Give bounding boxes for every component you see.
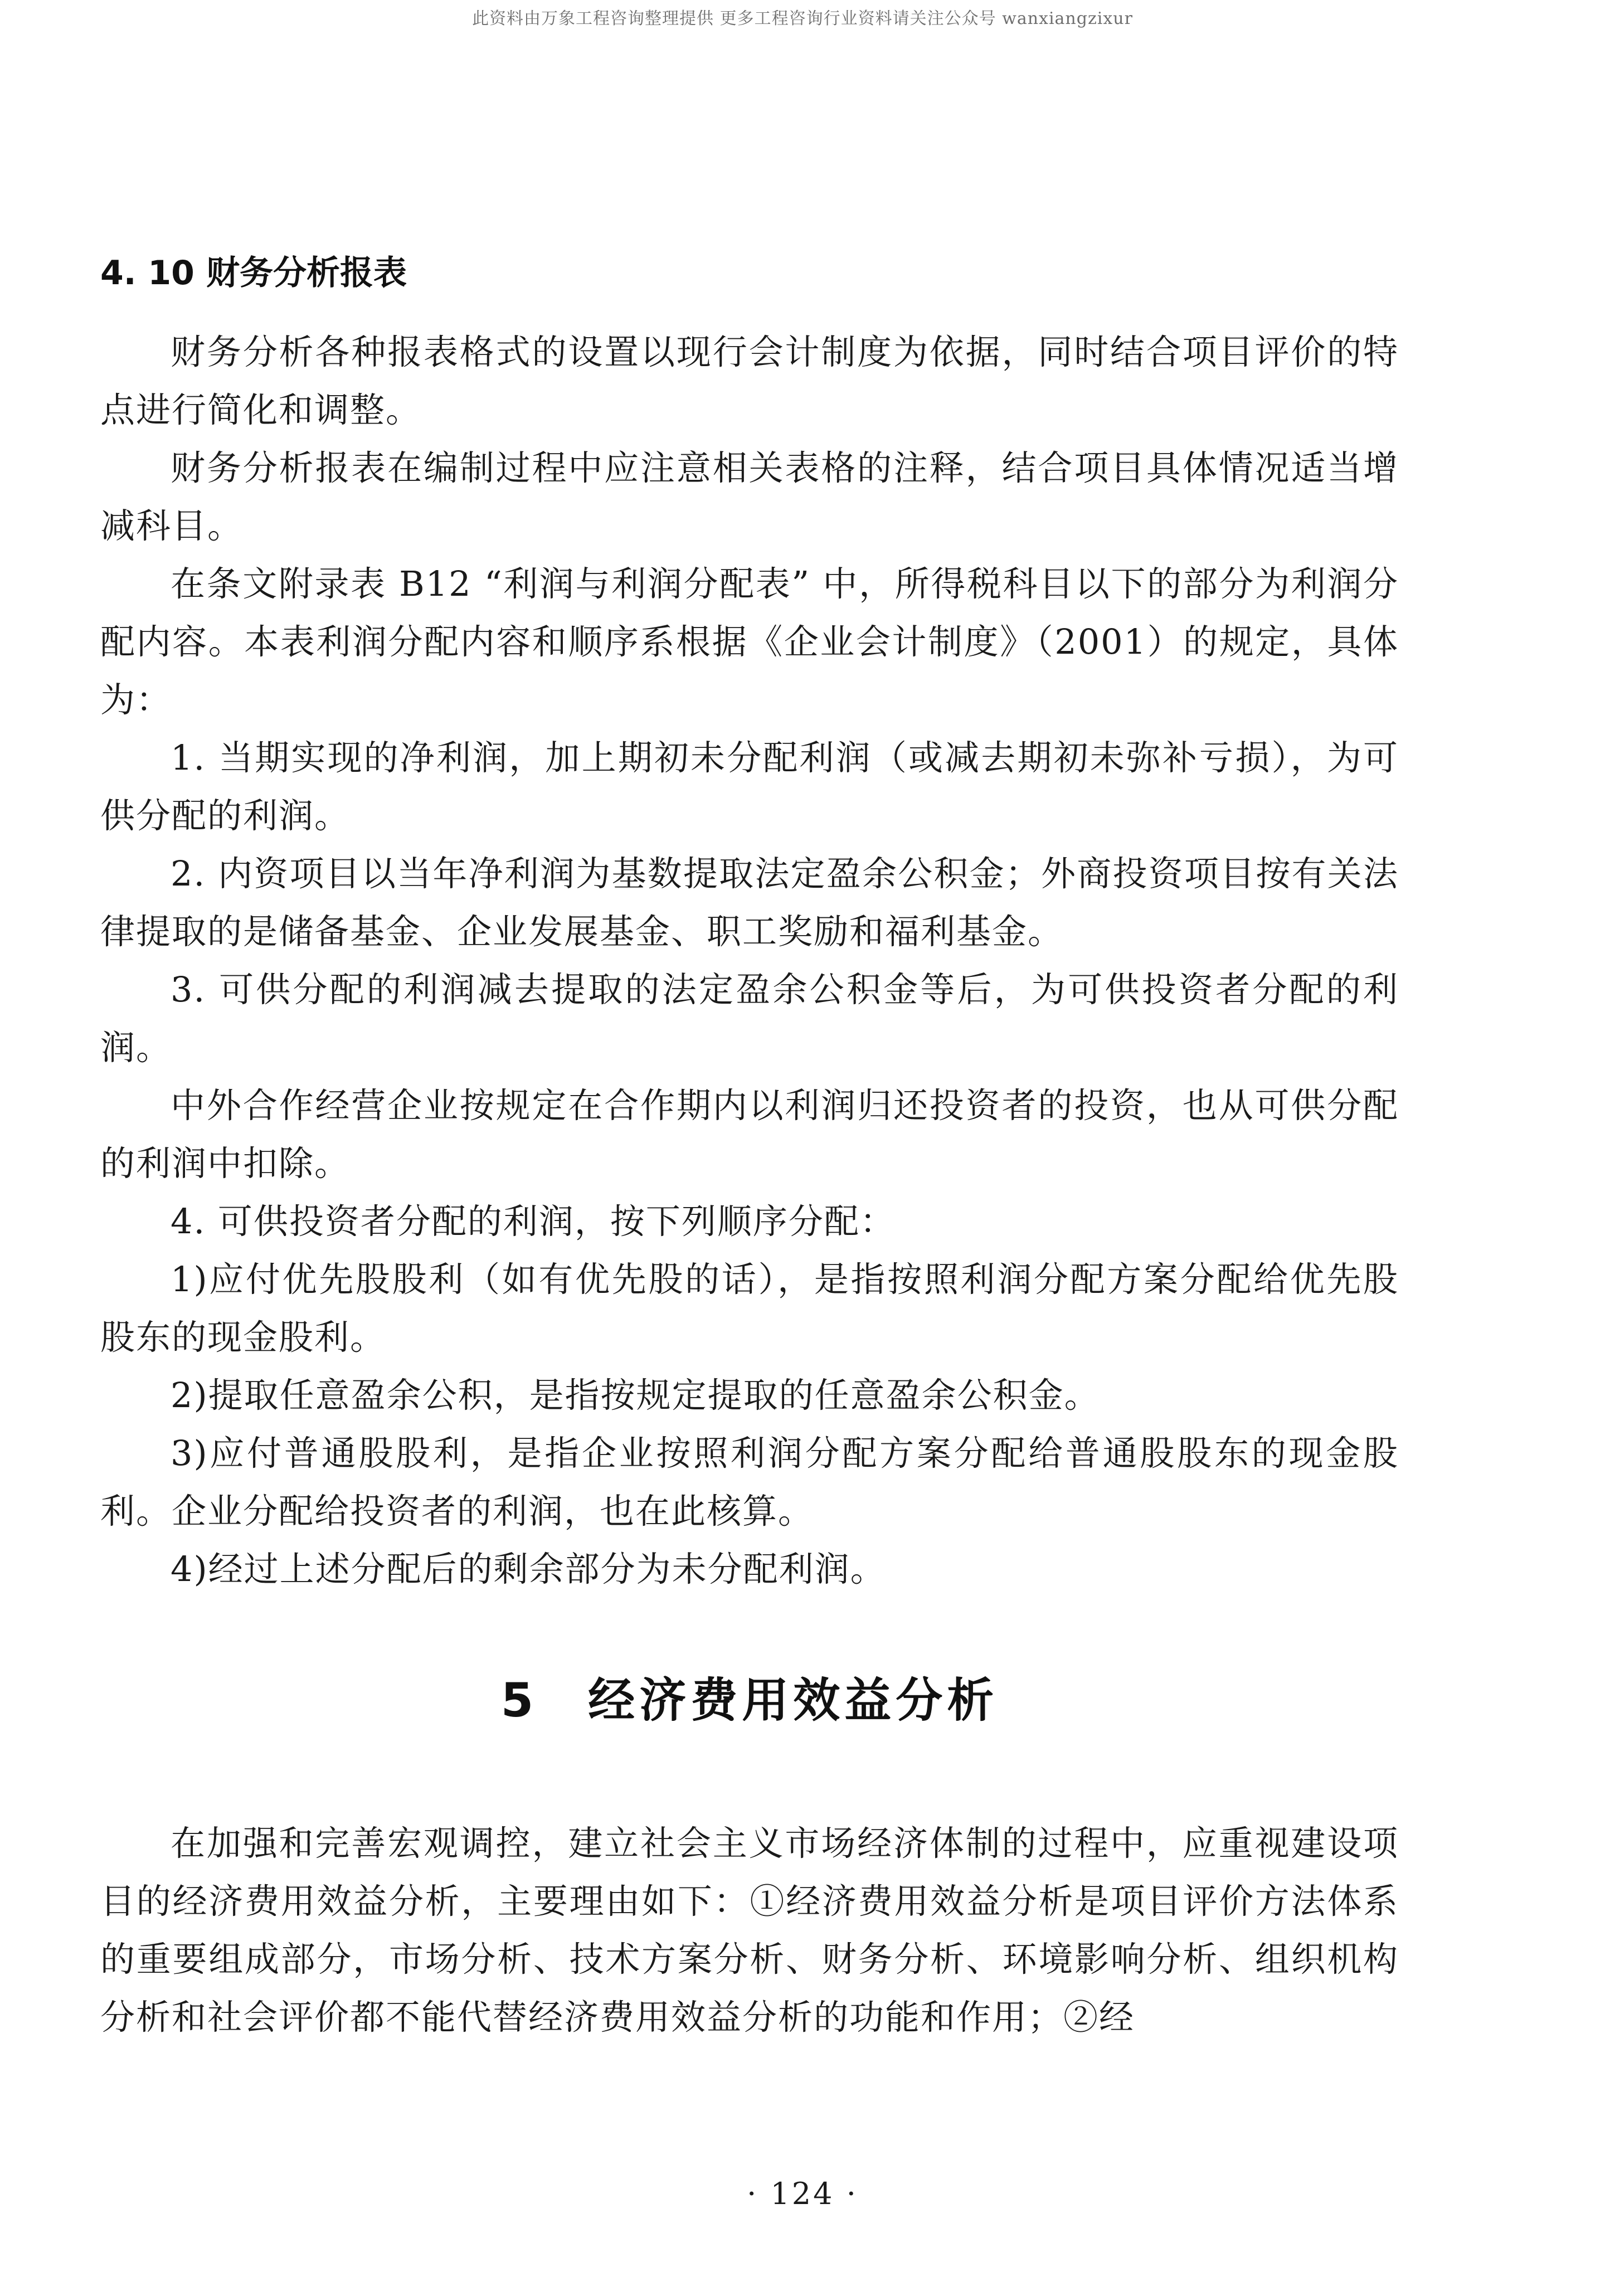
sub-list-item: 4)经过上述分配后的剩余部分为未分配利润。: [171, 1549, 886, 1589]
list-item: 3. 可供分配的利润减去提取的法定盈余公积金等后，为可供投资者分配的利润。: [100, 969, 1399, 1068]
watermark-header: 此资料由万象工程咨询整理提供 更多工程咨询行业资料请关注公众号 wanxiangzixur: [472, 9, 1133, 28]
page-number: · 124 ·: [747, 2176, 858, 2211]
paragraph: 在条文附录表 B12 “利润与利润分配表” 中，所得税科目以下的部分为利润分配内容。本表利润分配内容和顺序系根据《企业会计制度》（2001）的规定，具体为：: [100, 563, 1399, 720]
section-heading: [100, 245, 1399, 301]
chapter-title: 经济费用效益分析: [588, 1673, 999, 1728]
chapter-number: 5: [500, 1673, 538, 1728]
paragraph: 中外合作经营企业按规定在合作期内以利润归还投资者的投资，也从可供分配的利润中扣除。: [100, 1085, 1399, 1184]
section-number: 4. 10: [100, 254, 194, 293]
list-item: 4. 可供投资者分配的利润，按下列顺序分配：: [171, 1201, 896, 1242]
chapter-heading: [100, 1664, 1399, 1736]
sub-list-item: 2)提取任意盈余公积，是指按规定提取的任意盈余公积金。: [171, 1375, 1100, 1415]
document-page: [100, 245, 1399, 2046]
sub-list-item: 3)应付普通股股利，是指企业按照利润分配方案分配给普通股股东的现金股利。企业分配给投资者的利润，也在此核算。: [100, 1433, 1399, 1531]
sub-list-item: 1)应付优先股股利（如有优先股的话），是指按照利润分配方案分配给优先股股东的现金股利。: [100, 1259, 1399, 1358]
section-title: 财务分析报表: [206, 254, 407, 293]
paragraph: 财务分析各种报表格式的设置以现行会计制度为依据，同时结合项目评价的特点进行简化和调整。: [100, 332, 1399, 430]
paragraph: 在加强和完善宏观调控，建立社会主义市场经济体制的过程中，应重视建设项目的经济费用效益分析，主要理由如下：①经济费用效益分析是项目评价方法体系的重要组成部分，市场分析、技术方案分析、财务分析、环境影响分析、组织机构分析和社会评价都不能代替经济费用效益分析的功能和作用；②经: [100, 1823, 1399, 2037]
paragraph: 财务分析报表在编制过程中应注意相关表格的注释，结合项目具体情况适当增减科目。: [100, 447, 1399, 546]
list-item: 2. 内资项目以当年净利润为基数提取法定盈余公积金；外商投资项目按有关法律提取的是储备基金、企业发展基金、职工奖励和福利基金。: [100, 853, 1399, 952]
list-item: 1. 当期实现的净利润，加上期初未分配利润（或减去期初未弥补亏损），为可供分配的利润。: [100, 737, 1399, 836]
